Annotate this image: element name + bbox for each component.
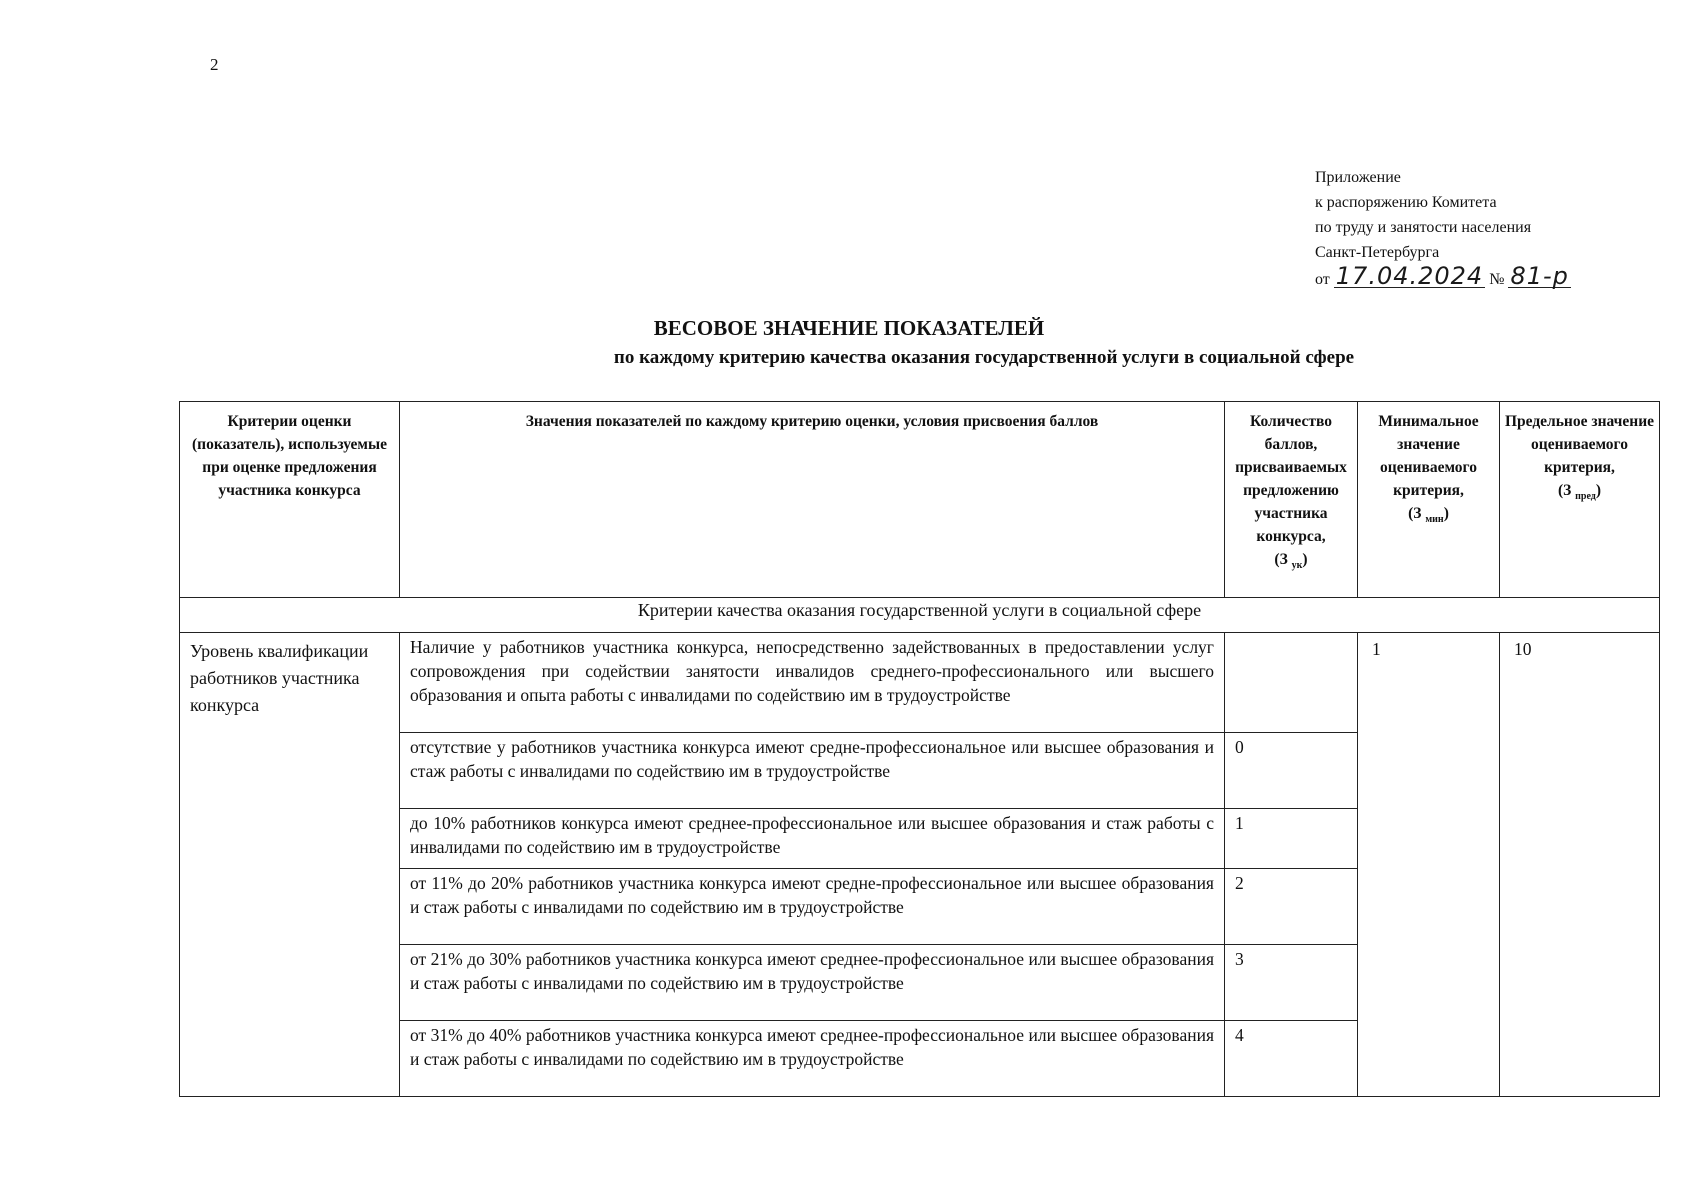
condition-cell: от 31% до 40% работников участника конкурса имеют среднее-профессиональное или высшее образования и стаж работы с инвалидами по содействию им в трудоустройстве [400, 1021, 1225, 1097]
appendix-line-4: Санкт-Петербурга [1315, 244, 1440, 261]
points-cell: 2 [1225, 869, 1358, 945]
handwritten-number: 81-р [1510, 262, 1569, 290]
condition-cell: от 11% до 20% работников участника конкурса имеют средне-профессиональное или высшее образования и стаж работы с инвалидами по содействию им в трудоустройстве [400, 869, 1225, 945]
criteria-table [179, 401, 1660, 1097]
header-max: Предельное значение оцениваемого критерия, (З $_{пред}$) [1500, 402, 1660, 598]
header-criteria: Критерии оценки (показатель), используемые при оценке предложения участника конкурса [180, 402, 400, 598]
section-row [180, 598, 1660, 633]
points-cell: 0 [1225, 733, 1358, 809]
appendix-line-2: к распоряжению Комитета [1315, 194, 1497, 211]
min-value: 1 [1358, 633, 1500, 1097]
page-number: 2 [210, 55, 219, 74]
condition-cell: до 10% работников конкурса имеют среднее-профессиональное или высшее образования и стаж работы с инвалидами по содействию им в трудоустройстве [400, 809, 1225, 869]
number-label: № [1489, 271, 1505, 288]
points-cell: 4 [1225, 1021, 1358, 1097]
condition-cell: отсутствие у работников участника конкурса имеют средне-профессиональное или высшее образования и стаж работы с инвалидами по содействию им в трудоустройстве [400, 733, 1225, 809]
points-cell [1225, 633, 1358, 733]
header-min: Минимальное значение оцениваемого критерия, (З $_{мин}$) [1358, 402, 1500, 598]
max-value: 10 [1500, 633, 1660, 1097]
appendix-block [1315, 165, 1571, 292]
header-values: Значения показателей по каждому критерию оценки, условия присвоения баллов [400, 402, 1225, 598]
document-title: ВЕСОВОЕ ЗНАЧЕНИЕ ПОКАЗАТЕЛЕЙ [653, 316, 1045, 340]
appendix-date-line [1315, 262, 1571, 292]
criterion-name: Уровень квалификации работников участника конкурса [180, 633, 400, 1097]
condition-cell: от 21% до 30% работников участника конкурса имеют среднее-профессиональное или высшее образования и стаж работы с инвалидами по содействию им в трудоустройстве [400, 945, 1225, 1021]
from-label: от [1315, 271, 1330, 288]
appendix-line-3: по труду и занятости населения [1315, 219, 1532, 236]
header-points: Количество баллов, присваиваемых предложению участника конкурса, (З $_{ук}$) [1225, 402, 1358, 598]
header-row [180, 402, 1660, 598]
section-title: Критерии качества оказания государственной услуги в социальной сфере [180, 598, 1660, 633]
points-cell: 1 [1225, 809, 1358, 869]
document-subtitle: по каждому критерию качества оказания государственной услуги в социальной сфере [613, 347, 1355, 368]
points-cell: 3 [1225, 945, 1358, 1021]
condition-cell: Наличие у работников участника конкурса, непосредственно задействованных в предоставлении услуг сопровождения при содействии занятости инвалидов среднего-профессионального или высшего образования и опыта работы с инвалидами по содействию им в трудоустройстве [400, 633, 1225, 733]
handwritten-date: 17.04.2024 [1335, 262, 1484, 290]
appendix-line-1: Приложение [1315, 169, 1401, 186]
table-row [180, 633, 1660, 733]
